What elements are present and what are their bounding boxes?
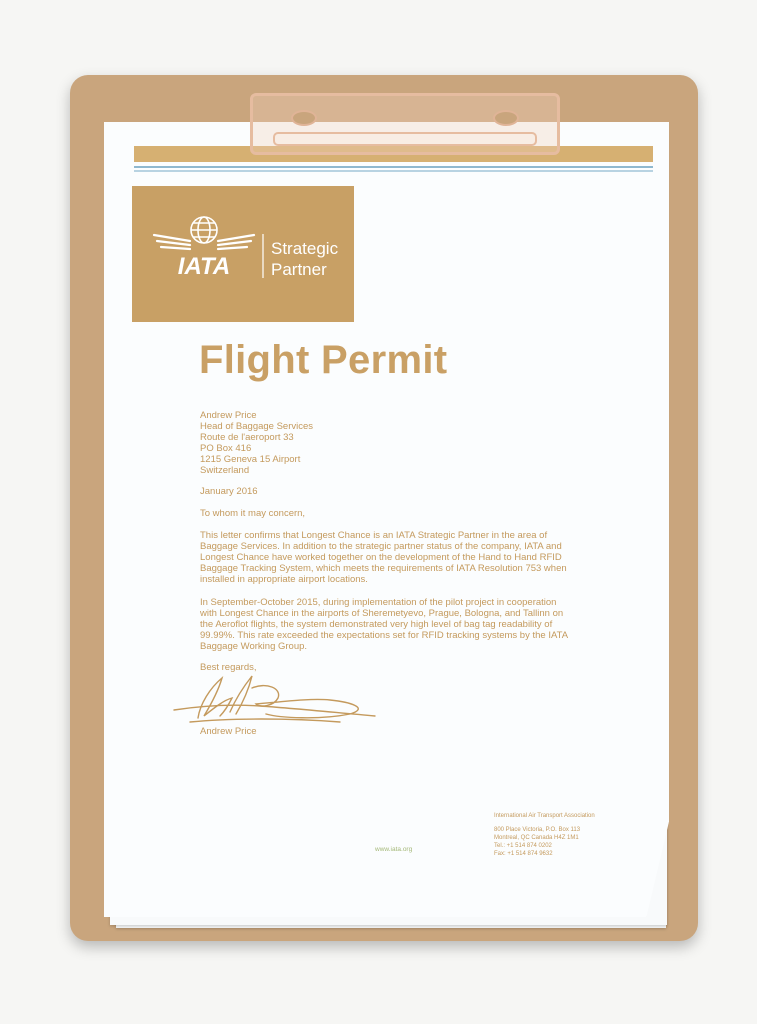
- wing-icon-left: [154, 235, 190, 249]
- iata-logo: [132, 186, 354, 322]
- letterhead-rule: [134, 166, 653, 168]
- sender-name: Andrew Price: [200, 410, 257, 421]
- letterhead-rule-light: [134, 170, 653, 172]
- letter-paragraph-2: [200, 597, 572, 652]
- sender-position: Head of Baggage Services: [200, 421, 314, 432]
- document-title: Flight Permit: [199, 338, 448, 382]
- footer-phone: Tel.: +1 514 874 0202: [494, 843, 552, 849]
- sender-address-line-1: Route de l'aeroport 33: [200, 432, 294, 443]
- logo-subtitle-strategic: Strategic: [271, 239, 339, 258]
- iata-emblem: [132, 186, 354, 322]
- sender-address-block: [200, 410, 572, 476]
- footer-fax: Fax: +1 514 874 9632: [494, 851, 553, 857]
- footer-address-1: 800 Place Victoria, P.O. Box 113: [494, 827, 581, 833]
- footer-address-2: Montreal, QC Canada H4Z 1M1: [494, 835, 579, 841]
- sender-address-line-2: PO Box 416: [200, 443, 252, 454]
- clip-rivet-right: [493, 110, 519, 126]
- letter-date: January 2016: [200, 486, 258, 497]
- paragraph-text: In September-October 2015, during implementation of the pilot project in cooperation with Longest Chance in the airports of Sheremetyevo, Prague, Bologna, and Tallinn on the Aeroflot flights, the system demonstrated very high level of bag tag readability of 99.99%. This rate exceeded the expectations set for RFID tracking systems by the IATA Baggage Working Group.: [200, 597, 568, 652]
- logo-wordmark: IATA: [177, 253, 231, 280]
- footer-website-link[interactable]: www.iata.org: [375, 846, 413, 853]
- signatory-name: Andrew Price: [200, 726, 257, 737]
- handwritten-signature: [170, 668, 385, 728]
- sender-country: Switzerland: [200, 465, 250, 476]
- footer-contact-block: [494, 812, 595, 858]
- clip-bar: [273, 132, 537, 146]
- letter-paragraph-1: [200, 530, 572, 585]
- sender-address-line-3: 1215 Geneva 15 Airport: [200, 454, 301, 465]
- clipboard-clip: [250, 93, 560, 155]
- logo-subtitle-partner: Partner: [271, 260, 327, 279]
- letter-greeting: To whom it may concern,: [200, 508, 306, 519]
- paragraph-text: This letter confirms that Longest Chance is an IATA Strategic Partner in the area of Baggage Services. In addition to the strategic partner status of the company, IATA and Longest Chance have worked together on the development of the Hand to Hand RFID Baggage Tracking System, which meets the requirements of IATA Resolution 753 when installed in appropriate airport locations.: [200, 530, 567, 585]
- letter-closing: Best regards,: [200, 662, 257, 673]
- footer-organization: International Air Transport Association: [494, 813, 595, 819]
- wing-icon-right: [218, 235, 254, 249]
- globe-icon: [191, 217, 217, 243]
- clip-rivet-left: [291, 110, 317, 126]
